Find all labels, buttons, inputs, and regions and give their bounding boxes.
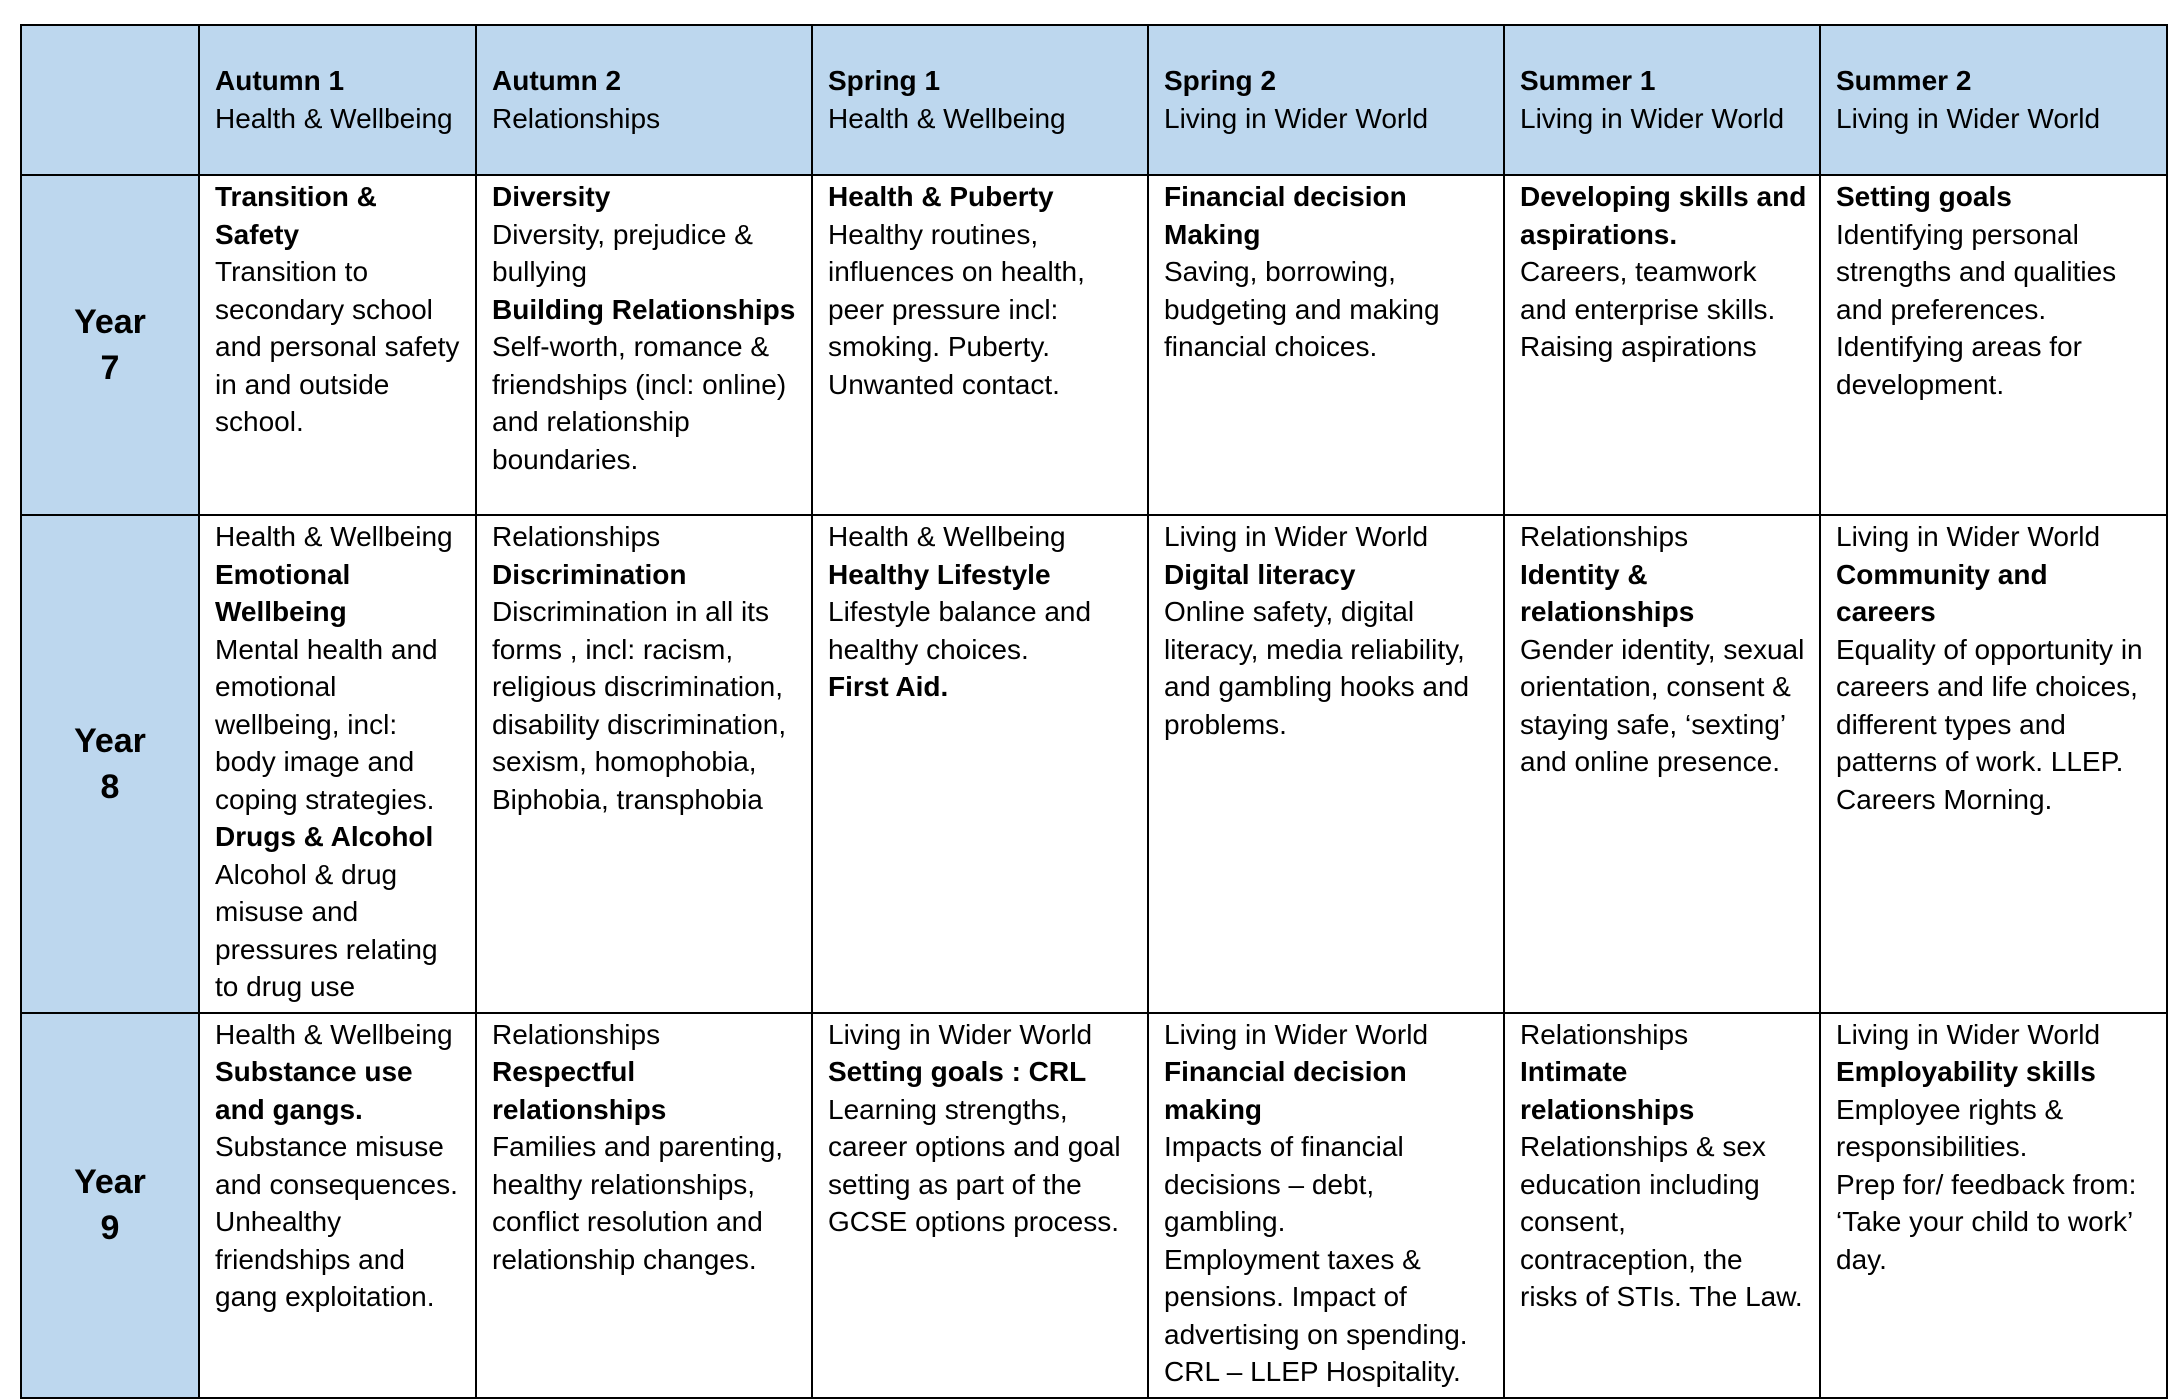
topic-text: Living in Wider World bbox=[828, 1018, 1093, 1050]
topic-text: Employee rights & responsibilities. bbox=[1836, 1093, 2064, 1162]
topic-cell bbox=[199, 1013, 476, 1398]
topic-text: Relationships & sex education including consent, contraception, the risks of STIs. The Law. bbox=[1520, 1131, 1803, 1312]
year-8-row bbox=[21, 515, 2167, 1013]
topic-text: Living in Wider World bbox=[1836, 1018, 2101, 1050]
topic-text: Health & Wellbeing bbox=[828, 521, 1066, 552]
topic-heading: Community and careers bbox=[1836, 558, 2048, 627]
header-autumn-1 bbox=[199, 25, 476, 175]
year-label: Year bbox=[74, 721, 146, 760]
topic-cell bbox=[476, 175, 812, 515]
topic-heading: Discrimination bbox=[492, 558, 687, 590]
topic-cell bbox=[199, 175, 476, 515]
topic-text: Substance misuse and consequences. Unhealthy friendships and gang exploitation. bbox=[215, 1131, 458, 1312]
year-label: Year bbox=[74, 303, 146, 341]
topic-text: CRL – LLEP Hospitality. bbox=[1164, 1356, 1461, 1387]
topic-cell bbox=[1148, 1013, 1504, 1398]
header-autumn-2 bbox=[476, 25, 812, 175]
topic-cell bbox=[476, 1013, 812, 1398]
header-summer-1 bbox=[1504, 25, 1820, 175]
topic-heading: Diversity bbox=[492, 181, 611, 212]
theme-label: Health & Wellbeing bbox=[215, 102, 453, 134]
topic-text: Relationships bbox=[1520, 521, 1689, 552]
topic-cell bbox=[812, 1013, 1148, 1398]
topic-heading: Employability skills bbox=[1836, 1056, 2096, 1087]
topic-text: Saving, borrowing, budgeting and making financial choices. bbox=[1164, 256, 1440, 362]
topic-text: Mental health and emotional wellbeing, incl: body image and coping strategies. bbox=[215, 633, 438, 815]
topic-text: Transition to secondary school and personal safety in and outside school. bbox=[215, 256, 460, 437]
topic-text: Identifying personal strengths and qualities and preferences. Identifying areas for development. bbox=[1836, 218, 2117, 400]
year-7-row bbox=[21, 175, 2167, 515]
topic-cell bbox=[1148, 515, 1504, 1013]
theme-label: Relationships bbox=[492, 102, 661, 134]
topic-text: Online safety, digital literacy, media reliability, and gambling hooks and problems. bbox=[1164, 596, 1470, 740]
topic-text: Prep for/ feedback from: ‘Take your child to work’ day. bbox=[1836, 1168, 2137, 1275]
topic-text: Alcohol & drug misuse and pressures relating to drug use bbox=[215, 858, 438, 1002]
topic-text: Impacts of financial decisions – debt, gambling. bbox=[1164, 1131, 1404, 1237]
topic-cell bbox=[476, 515, 812, 1013]
year-label: Year bbox=[74, 1163, 146, 1201]
term-label: Summer 1 bbox=[1520, 65, 1656, 96]
year-9-row bbox=[21, 1013, 2167, 1398]
topic-cell bbox=[1820, 175, 2167, 515]
topic-heading: Identity & relationships bbox=[1520, 558, 1695, 627]
topic-heading: Intimate relationships bbox=[1520, 1056, 1695, 1125]
header-row bbox=[21, 25, 2167, 175]
topic-text: Equality of opportunity in careers and life choices, different types and patterns of work. LLEP. Careers Morning. bbox=[1836, 633, 2143, 815]
topic-cell bbox=[1504, 515, 1820, 1013]
theme-label: Living in Wider World bbox=[1836, 102, 2101, 134]
corner-cell bbox=[21, 25, 199, 175]
topic-cell bbox=[1820, 1013, 2167, 1398]
topic-text: Diversity, prejudice & bullying bbox=[492, 218, 753, 287]
term-label: Summer 2 bbox=[1836, 65, 1972, 96]
topic-cell bbox=[1148, 175, 1504, 515]
topic-text: Living in Wider World bbox=[1164, 1018, 1429, 1050]
topic-cell bbox=[1504, 1013, 1820, 1398]
theme-label: Health & Wellbeing bbox=[828, 102, 1066, 134]
topic-heading: Financial decision Making bbox=[1164, 181, 1407, 250]
term-label: Autumn 2 bbox=[492, 65, 622, 96]
topic-heading: Financial decision making bbox=[1164, 1056, 1407, 1125]
topic-cell bbox=[199, 515, 476, 1013]
topic-heading: Transition & Safety bbox=[215, 181, 377, 250]
topic-cell bbox=[1820, 515, 2167, 1013]
year-number: 8 bbox=[100, 767, 120, 806]
topic-text: Living in Wider World bbox=[1164, 521, 1429, 552]
year-number: 9 bbox=[100, 1209, 120, 1247]
theme-label: Living in Wider World bbox=[1164, 102, 1429, 134]
year-cell bbox=[21, 515, 199, 1013]
topic-text: Relationships bbox=[492, 1018, 661, 1050]
topic-text: Employment taxes & pensions. Impact of advertising on spending. bbox=[1164, 1243, 1468, 1350]
term-label: Autumn 1 bbox=[215, 65, 345, 96]
year-cell bbox=[21, 1013, 199, 1398]
topic-heading: Drugs & Alcohol bbox=[215, 821, 434, 852]
topic-text: Lifestyle balance and healthy choices. bbox=[828, 596, 1092, 665]
topic-text: Relationships bbox=[1520, 1018, 1689, 1050]
curriculum-table bbox=[20, 24, 2168, 1399]
topic-heading: Substance use and gangs. bbox=[215, 1056, 413, 1125]
year-cell bbox=[21, 175, 199, 515]
topic-cell bbox=[812, 515, 1148, 1013]
topic-heading: Setting goals bbox=[1836, 181, 2012, 212]
term-label: Spring 2 bbox=[1164, 65, 1277, 96]
topic-heading: Emotional Wellbeing bbox=[215, 558, 351, 627]
header-spring-2 bbox=[1148, 25, 1504, 175]
topic-cell bbox=[812, 175, 1148, 515]
theme-label: Living in Wider World bbox=[1520, 102, 1785, 134]
topic-text: Self-worth, romance & friendships (incl: online) and relationship boundaries. bbox=[492, 331, 787, 475]
topic-heading: Developing skills and aspirations. bbox=[1520, 181, 1807, 250]
topic-text: Gender identity, sexual orientation, consent & staying safe, ‘sexting’ and online presence. bbox=[1520, 633, 1805, 777]
topic-heading: Healthy Lifestyle bbox=[828, 558, 1051, 590]
topic-cell bbox=[1504, 175, 1820, 515]
topic-text: Healthy routines, influences on health, peer pressure incl: smoking. Puberty. Unwanted contact. bbox=[828, 218, 1085, 400]
topic-heading: Health & Puberty bbox=[828, 181, 1054, 212]
topic-heading: Respectful relationships bbox=[492, 1056, 667, 1125]
topic-heading: Setting goals : CRL bbox=[828, 1056, 1087, 1087]
topic-text: Health & Wellbeing bbox=[215, 1018, 453, 1050]
topic-text: Families and parenting, healthy relationships, conflict resolution and relationship changes. bbox=[492, 1131, 784, 1275]
topic-heading: Building Relationships bbox=[492, 293, 796, 325]
topic-heading: Digital literacy bbox=[1164, 558, 1356, 590]
topic-text: Health & Wellbeing bbox=[215, 521, 453, 552]
term-label: Spring 1 bbox=[828, 65, 941, 96]
year-number: 7 bbox=[100, 349, 120, 387]
topic-text: Relationships bbox=[492, 521, 661, 552]
header-spring-1 bbox=[812, 25, 1148, 175]
topic-text: Careers, teamwork and enterprise skills. Raising aspirations bbox=[1520, 256, 1776, 362]
topic-text: Learning strengths, career options and goal setting as part of the GCSE options process. bbox=[828, 1093, 1121, 1237]
topic-text: Discrimination in all its forms , incl: racism, religious discrimination, disability discrimination, sexism, homophobia, Biphobia, transphobia bbox=[492, 596, 787, 815]
topic-text: Living in Wider World bbox=[1836, 521, 2101, 552]
header-summer-2 bbox=[1820, 25, 2167, 175]
topic-heading: First Aid. bbox=[828, 671, 949, 702]
